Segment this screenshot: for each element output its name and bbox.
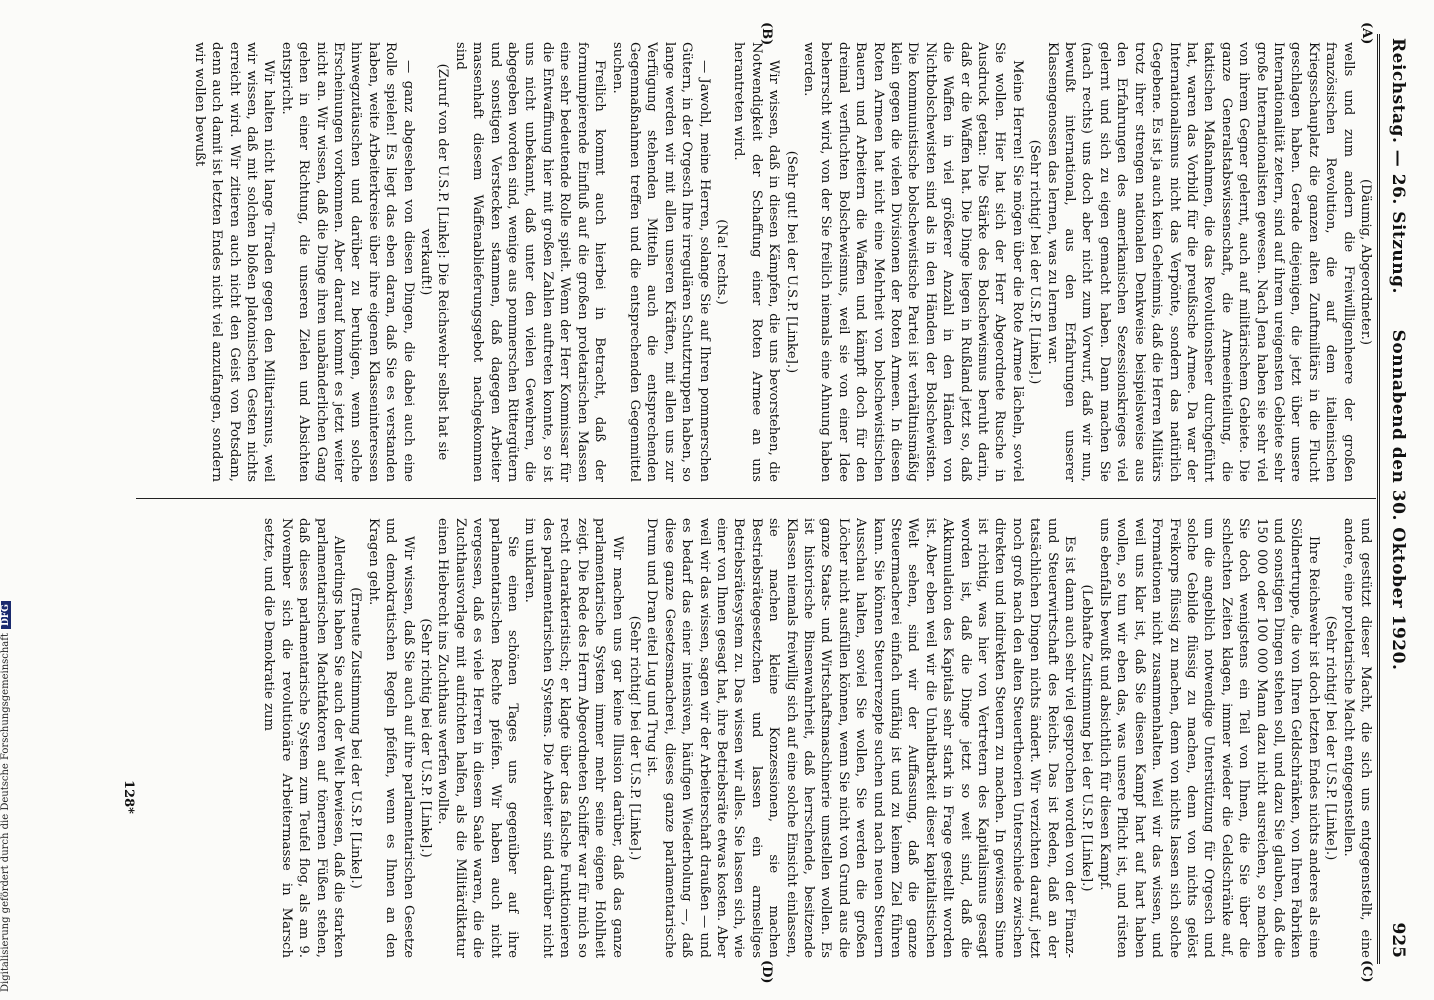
paragraph: wells und zum andern die Freiwilligenheere der großen französischen Revolution, die auf dem italienischen Kriegsschauplatz die ganzen alten Zunftmilitärs in die Flucht geschlagen haben. Gerade diejenigen, die jetzt über unsere Internationalität zetern, sind auf ihrem ureigensten Gebiete sehr große Internationalisten gewesen. Nach Jena haben sie sehr viel von ihrem Gegner gelernt, auch auf militärischem Gebiete. Die ganze Generalstabswissenschaft, die Armeeeinteilung, die taktischen Maßnahmen, die das Revolutionsheer durchgeführt hat, waren das Vorbild für die preußische Armee. Da war der Internationalismus nicht das Verpönte, sondern das natürlich Gegebene. Es ist ja auch kein Geheimnis, daß die Herren Militärs trotz ihrer strengen nationalen Denkweise beispielsweise aus den Erfahrungen des amerikanischen Sezessionskrieges viel gelernt und sich zu eigen gemacht haben. Dann machen Sie (nach rechts) uns doch aber nicht zum Vorwurf, daß wir nun, bewußt international, aus den Erfahrungen unserer Klassengenossen das lernen, was zu lernen war. — [1044, 42, 1356, 482]
interjection: (Zuruf von der U.S.P. [Linke]: Die Reichswehr selbst hat sie verkauft!) — [418, 63, 451, 461]
paragraph: Wir wissen, daß in diesen Kämpfen, die uns bevorstehen, die Notwendigkeit der Schaffung einer Roten Armee an uns herantreten wird. — [731, 42, 782, 482]
paragraph: Meine Herren! Sie mögen über die Rote Armee lächeln, soviel Sie wollen. Hier hat sich der Herr Abgeordnete Rusche in Ausdruck getan: Die Stärke des Bolschewismus beruht darin, daß er die Waffen hat. Die Dinge liegen in Rußland jetzt so, daß die Waffen in viel größerer Anzahl in den Händen von Nichtbolschewisten sind als in den Händen der Bolschewisten. Die kommunistische bolschewistische Partei ist verhältnismäßig klein gegen die vielen Divisionen der Roten Armeen. In diesen Roten Armeen hat nicht eine Mehrheit von bolschewistischen Bauern und Arbeitern die Waffen und kämpft doch für den dreimal verfluchten Bolschewismus, weil sie von einer Idee beherrscht wird, von der Sie freilich niemals eine Ahnung haben werden. — [801, 42, 1025, 482]
footer-text: Digitalisierung gefördert durch die Deutsche Forschungsgemeinschaft — [0, 633, 11, 992]
margin-label-a: (A) — [1359, 22, 1374, 45]
paragraph: Es ist dann auch sehr viel gesprochen worden von der Finanz- und Steuerwirtschaft des Reichs. Das ist Reden, daß an der tatsächlichen Dingen nichts ändert. Wir verzichten darauf, jetzt noch groß nach den alten Steuertheorien Unterschiede zwischen direkten und indirekten Steuern zu machen. In gewissem Sinne ist richtig, was hier von Vertretern des Kapitalismus gesagt worden ist, daß die Dinge jetzt so weit sind, daß die Akkumulation des Kapitals sehr stark in Frage gestellt worden ist. Aber eben weil wir die Unhaltbarkeit dieser kapitalistischen Welt sehen, sind wir der Auffassung, daß die ganze Steuermacherei einfach unfähig ist und zu keinem Ziel führen kann. Sie können Steuerrezepte suchen und nach neuen Steuern Ausschau halten, soviel Sie wollen, Sie werden die großen Löcher nicht ausfüllen können, wenn Sie nicht von Grund aus die ganze Staats- und Wirtschaftsmaschinerie umstellen wollen. Es ist historische Binsenwahrheit, daß herrschende, besitzende Klassen niemals freiwillig sich auf eine solche Einsicht einlassen, sie machen kleine Konzessionen, sie machen Bestriebsrätegesetzchen und lassen ein armseliges Betriebsrätesystem zu. Das wissen wir alles. Sie lassen sich, wie einer von Ihnen gesagt hat, ihre Betriebsräte etwas kosten. Aber weil wir das wissen, sagen wir der Arbeiterschaft draußen — und es bedarf das einer intensiven, häufigen Wiederholung —, daß diese ganze Gesetzesmacherei, dieses ganze parlamentarische Drum und Dran eitel Lug und Trug ist. — [644, 518, 1078, 958]
printer-signature: 128* — [121, 780, 136, 814]
dfg-logo: DFG — [1, 601, 11, 629]
interjection: (Sehr richtig bei der U.S.P. [Linke].) — [418, 618, 434, 858]
interjection: (Sehr gut! bei der U.S.P. [Linke].) — [783, 150, 799, 374]
interjection: (Lebhafte Zustimmung bei der U.S.P. [Linke].) — [1079, 584, 1095, 892]
interjection: (Sehr richtig! bei der U.S.P. [Linke].) — [1323, 615, 1339, 861]
paragraph: Wir wissen, daß Sie auch auf ihre parlamentarischen Gesetze und demokratischen Regeln pfeifen, wenn es Ihnen an den Kragen geht. — [365, 518, 416, 958]
digitization-footer — [0, 0, 11, 992]
newspaper-page — [108, 20, 1414, 984]
margin-label-d: (D) — [759, 960, 774, 984]
paragraph: Ihre Reichswehr ist doch letzten Endes nichts anderes als eine Söldnertruppe, die von Ihren Geldschränken, von Ihren Fabriken und sonstigen Dingen stehen soll, und dazu Sie glauben, daß die 150 000 oder 100 000 Mann dazu nicht ausreichen, so machen Sie doch wenigstens ein Teil von Ihnen, die Sie über die schlechten Zeiten klagen, immer wieder die Geldschränke auf, um die angeblich notwendige Unterstützung für Orgesch und solche Gebilde flüssig zu machen, denn von nichts gelöst Freikorps flüssig zu machen, denn von nichts lassen sich solche Formationen nicht zusammenhalten. Weil wir das wissen, und weil uns klar ist, daß Sie diesen Kampf hart auf hart haben wollen, so tun wir eben das, was unsere Pflicht ist, und rüsten uns ebenfalls bewußt und absichtlich für diesen Kampf. — [1096, 518, 1321, 958]
paragraph: Wir halten nicht lange Tiraden gegen den Militarismus, weil wir wissen, daß mit solchen bloßen platonischen Gesten nichts erreicht wird. Wir zitieren auch nicht den Geist von Potsdam, denn auch damit ist letzten Endes nicht viel anzufangen, sondern wir wollen bewußt — [191, 42, 277, 482]
column-divider — [136, 498, 1376, 499]
margin-label-b: (B) — [759, 22, 774, 46]
left-column — [144, 42, 1374, 482]
interjection: (Sehr richtig! bei der U.S.P. [Linke].) — [1027, 139, 1043, 385]
interjection: (Erneute Zustimmung bei der U.S.P. [Linke].) — [348, 587, 364, 889]
header-date: Sonnabend den 30. Oktober 1920. — [1388, 329, 1408, 671]
interjection: (Na! rechts.) — [713, 219, 729, 305]
paragraph: Freilich kommt auch hierbei in Betracht, daß der formumpierende Einfluß auf die großen proletarischen Massen eine sehr bedeutende Rolle spielt. Wenn der Herr Kommissar für die Entwaffnung hier mit großen Zahlen auftreten konnte, so ist uns nicht unbekannt, daß unter den vielen Gewehren, die abgegeben worden sind, wenige aus pommerschen Rittergütern und sonstigen Verstecken stammen, daß dagegen Arbeiter massenhaft diesem Waffenablieferungsgebot nachgekommen sind — [452, 42, 608, 482]
paragraph: Allerdings haben Sie auch der Welt bewiesen, daß die starken parlamentarischen Machtfaktoren auf tönernen Füßen stehen, daß dieses parlamentarische System zum Teufel flog, als am 9. November sich die revolutionäre Arbeitermasse in Marsch setzte, und die Demokratie zum — [261, 518, 347, 958]
page-number: 925 — [1388, 922, 1408, 958]
paragraph: Wir machen uns gar keine Illusion darüber, daß das ganze parlamentarische System immer mehr seine eigene Hohlheit zeigt. Die Rede des Herrn Abgeordneten Schiffer war für mich so recht charakteristisch; er klagte über das falsche Funktionieren des parlamentarischen Systems. Die Arbeiter sind darüber nicht im unklaren. — [522, 518, 625, 958]
speaker-heading: (Däumig, Abgeordneter.) — [1358, 178, 1373, 346]
paragraph: Sie einen schönen Tages uns gegenüber auf ihre parlamentarischen Rechte pfeifen. Wir haben auch nicht vergessen, daß es viele Herren in diesem Saale waren, die die Zuchthausvorlage mit aufrichten halfen, als die Militärdiktatur einen Hiebrecht ins Zuchthaus werfen wollte. — [435, 518, 521, 958]
paragraph: und gestützt dieser Macht, die sich uns entgegenstellt, eine andere, eine proletarische Macht entgegenstellen. — [1340, 518, 1373, 958]
header-rule — [1377, 34, 1380, 964]
paragraph: — ganz abgesehen von diesen Dingen, die dabei auch eine Rolle spielen! Es liegt das eben daran, daß Sie es verstanden haben, weite Arbeiterkreise über ihre eigenen Klasseninteressen hinwegzutäuschen und darüber zu beruhigen, wenn solche Erscheinungen vorkommen. Aber darauf kommt es jetzt weiter nicht an. Wir wissen, daß die Dinge ihren unabänderlichen Gang gehen in einer Richtung, die unseren Zielen und Absichten entspricht. — [278, 42, 416, 482]
right-column — [144, 518, 1374, 958]
margin-label-c: (C) — [1359, 960, 1374, 983]
header-session: Reichstag. — 26. Sitzung. — [1388, 38, 1408, 294]
page-header — [1380, 20, 1414, 980]
paragraph: — Jawohl, meine Herren, solange Sie auf Ihren pommerschen Gütern, in der Orgesch Ihre irregulären Schutztruppen haben, so lange werden wir mit allen unseren Kräften, mit allen uns zur Verfügung stehenden Mitteln auch die entsprechenden Gegenmaßnahmen treffen und die entsprechenden Gegenmittel suchen. — [609, 42, 712, 482]
interjection: (Sehr richtig! bei der U.S.P. [Linke].) — [626, 615, 642, 861]
